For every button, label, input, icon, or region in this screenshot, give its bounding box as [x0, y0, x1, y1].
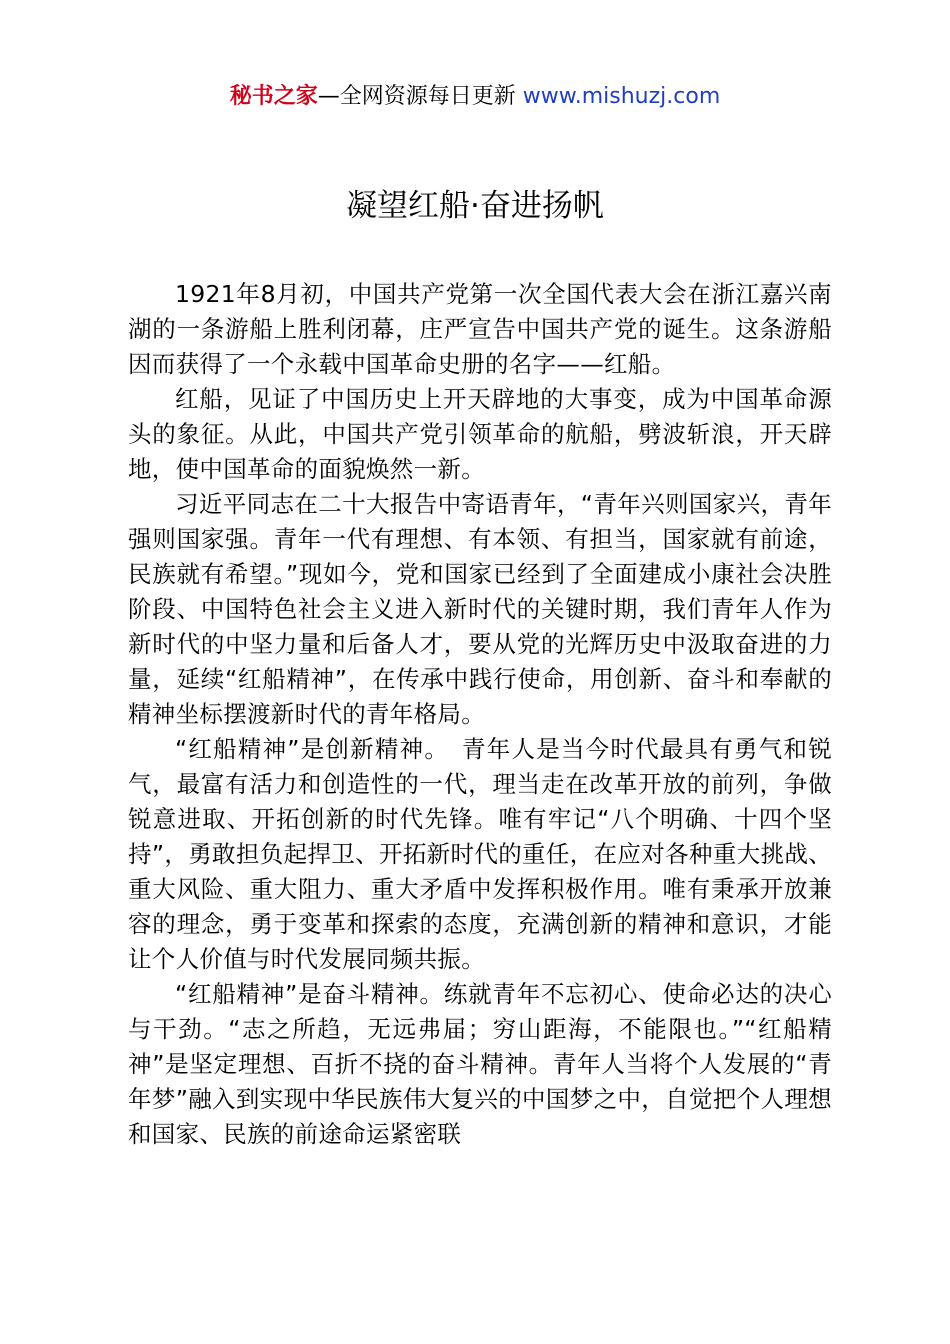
site-tagline: —全网资源每日更新 [317, 84, 523, 109]
document-body [128, 277, 832, 1152]
document-title: 凝望红船·奋进扬帆 [346, 188, 604, 224]
paragraph-4: “红船精神”是创新精神。 青年人是当今时代最具有勇气和锐气，最富有活力和创造性的一代，理当走在改革开放的前列，争做锐意进取、开拓创新的时代先锋。唯有牢记“八个明确、十四个坚持”，勇敢担负起捍卫、开拓新时代的重任，在应对各种重大挑战、重大风险、重大阻力、重大矛盾中发挥积极作用。唯有秉承开放兼容的理念，勇于变革和探索的态度，充满创新的精神和意识，才能让个人价值与时代发展同频共振。 [128, 735, 832, 973]
paragraph-2: 红船，见证了中国历史上开天辟地的大事变，成为中国革命源头的象征。从此，中国共产党引领革命的航船，劈波斩浪，开天辟地，使中国革命的面貌焕然一新。 [128, 385, 832, 483]
paragraph-1: 1921年8月初，中国共产党第一次全国代表大会在浙江嘉兴南湖的一条游船上胜利闭幕，庄严宣告中国共产党的诞生。这条游船因而获得了一个永载中国革命史册的名字——红船。 [128, 280, 832, 378]
site-header [0, 82, 950, 112]
paragraph-3: 习近平同志在二十大报告中寄语青年，“青年兴则国家兴，青年强则国家强。青年一代有理想、有本领、有担当，国家就有前途，民族就有希望。”现如今，党和国家已经到了全面建成小康社会决胜阶段、中国特色社会主义进入新时代的关键时期，我们青年人作为新时代的中坚力量和后备人才，要从党的光辉历史中汲取奋进的力量，延续“红船精神”，在传承中践行使命，用创新、奋斗和奉献的精神坐标摆渡新时代的青年格局。 [128, 490, 832, 728]
paragraph-5: “红船精神”是奋斗精神。练就青年不忘初心、使命必达的决心与干劲。“志之所趋，无远弗届；穷山距海，不能限也。”“红船精神”是坚定理想、百折不挠的奋斗精神。青年人当将个人发展的“青年梦”融入到实现中华民族伟大复兴的中国梦之中，自觉把个人理想和国家、民族的前途命运紧密联 [128, 980, 832, 1148]
site-brand: 秘书之家 [229, 84, 318, 109]
site-url-link[interactable]: www.mishuzj.com [522, 84, 721, 109]
